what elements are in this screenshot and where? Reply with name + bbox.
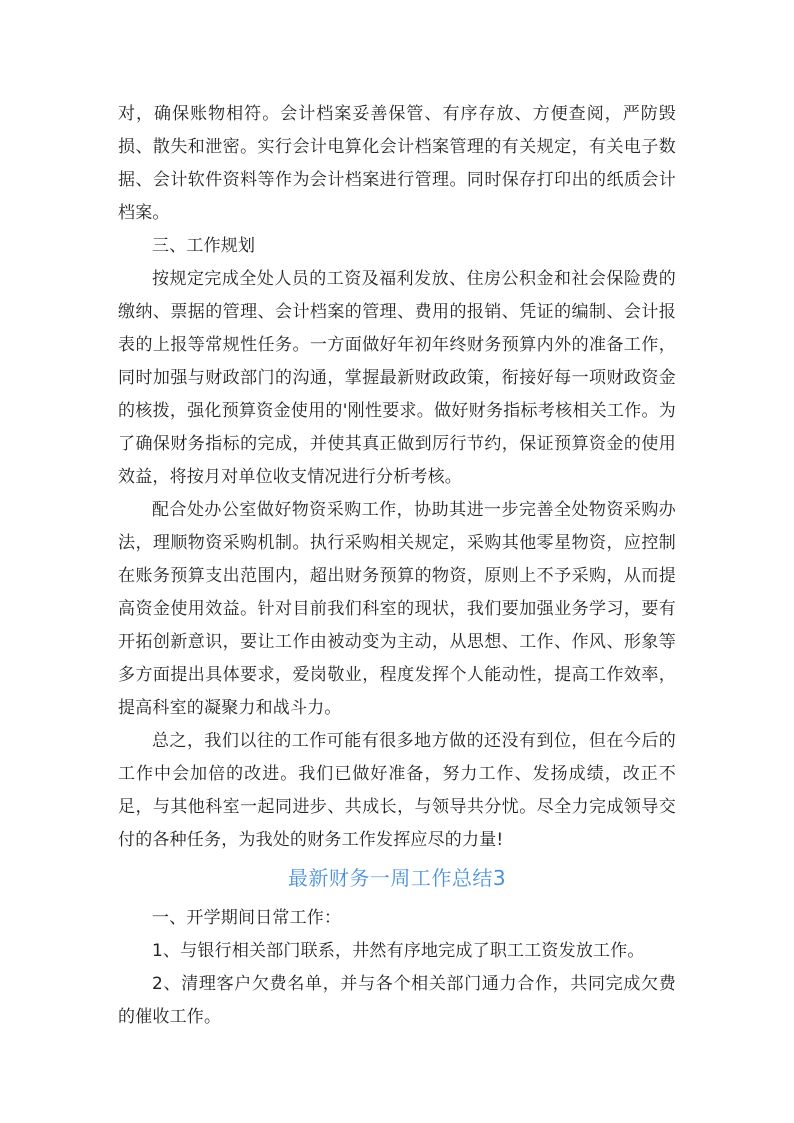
- list-item-arrears: 2、清理客户欠费名单，并与各个相关部门通力合作，共同完成欠费的催收工作。: [118, 974, 676, 1027]
- paragraph-archives-continued: 对，确保账物相符。会计档案妥善保管、有序存放、方便查阅，严防毁损、散失和泄密。实行会计电算化会计档案管理的有关规定，有关电子数据、会计软件资料等作为会计档案进行管理。同时保存打印出的纸质会计档案。: [118, 104, 676, 223]
- document-page: [118, 98, 676, 1034]
- paragraph-procurement: 配合处办公室做好物资采购工作，协助其进一步完善全处物资采购办法，理顺物资采购机制。执行采购相关规定，采购其他零星物资，应控制在账务预算支出范围内，超出财务预算的物资，原则上不予采购，从而提高资金使用效益。针对目前我们科室的现状，我们要加强业务学习，要有开拓创新意识，要让工作由被动变为主动，从思想、工作、作风、形象等多方面提出具体要求，爱岗敬业，程度发挥个人能动性，提高工作效率，提高科室的凝聚力和战斗力。: [118, 500, 676, 718]
- article-title: 最新财务一周工作总结3: [287, 866, 507, 890]
- section-heading-daily-work: 一、开学期间日常工作：: [152, 908, 342, 928]
- paragraph-routine-tasks: 按规定完成全处人员的工资及福利发放、住房公积金和社会保险费的缴纳、票据的管理、会计档案的管理、费用的报销、凭证的编制、会计报表的上报等常规性任务。一方面做好年初年终财务预算内外的准备工作，同时加强与财政部门的沟通，掌握最新财政政策，衔接好每一项财政资金的核拨，强化预算资金使用的'刚性要求。做好财务指标考核相关工作。为了确保财务指标的完成，并使其真正做到厉行节约，保证预算资金的使用效益，将按月对单位收支情况进行分析考核。: [118, 269, 676, 487]
- paragraph-conclusion: 总之，我们以往的工作可能有很多地方做的还没有到位，但在今后的工作中会加倍的改进。我们已做好准备，努力工作、发扬成绩，改正不足，与其他科室一起同进步、共成长，与领导共分忧。尽全力完成领导交付的各种任务，为我处的财务工作发挥应尽的力量!: [118, 731, 676, 850]
- section-heading-work-plan: 三、工作规划: [152, 236, 256, 256]
- list-item-salary: 1、与银行相关部门联系，井然有序地完成了职工工资发放工作。: [152, 941, 645, 961]
